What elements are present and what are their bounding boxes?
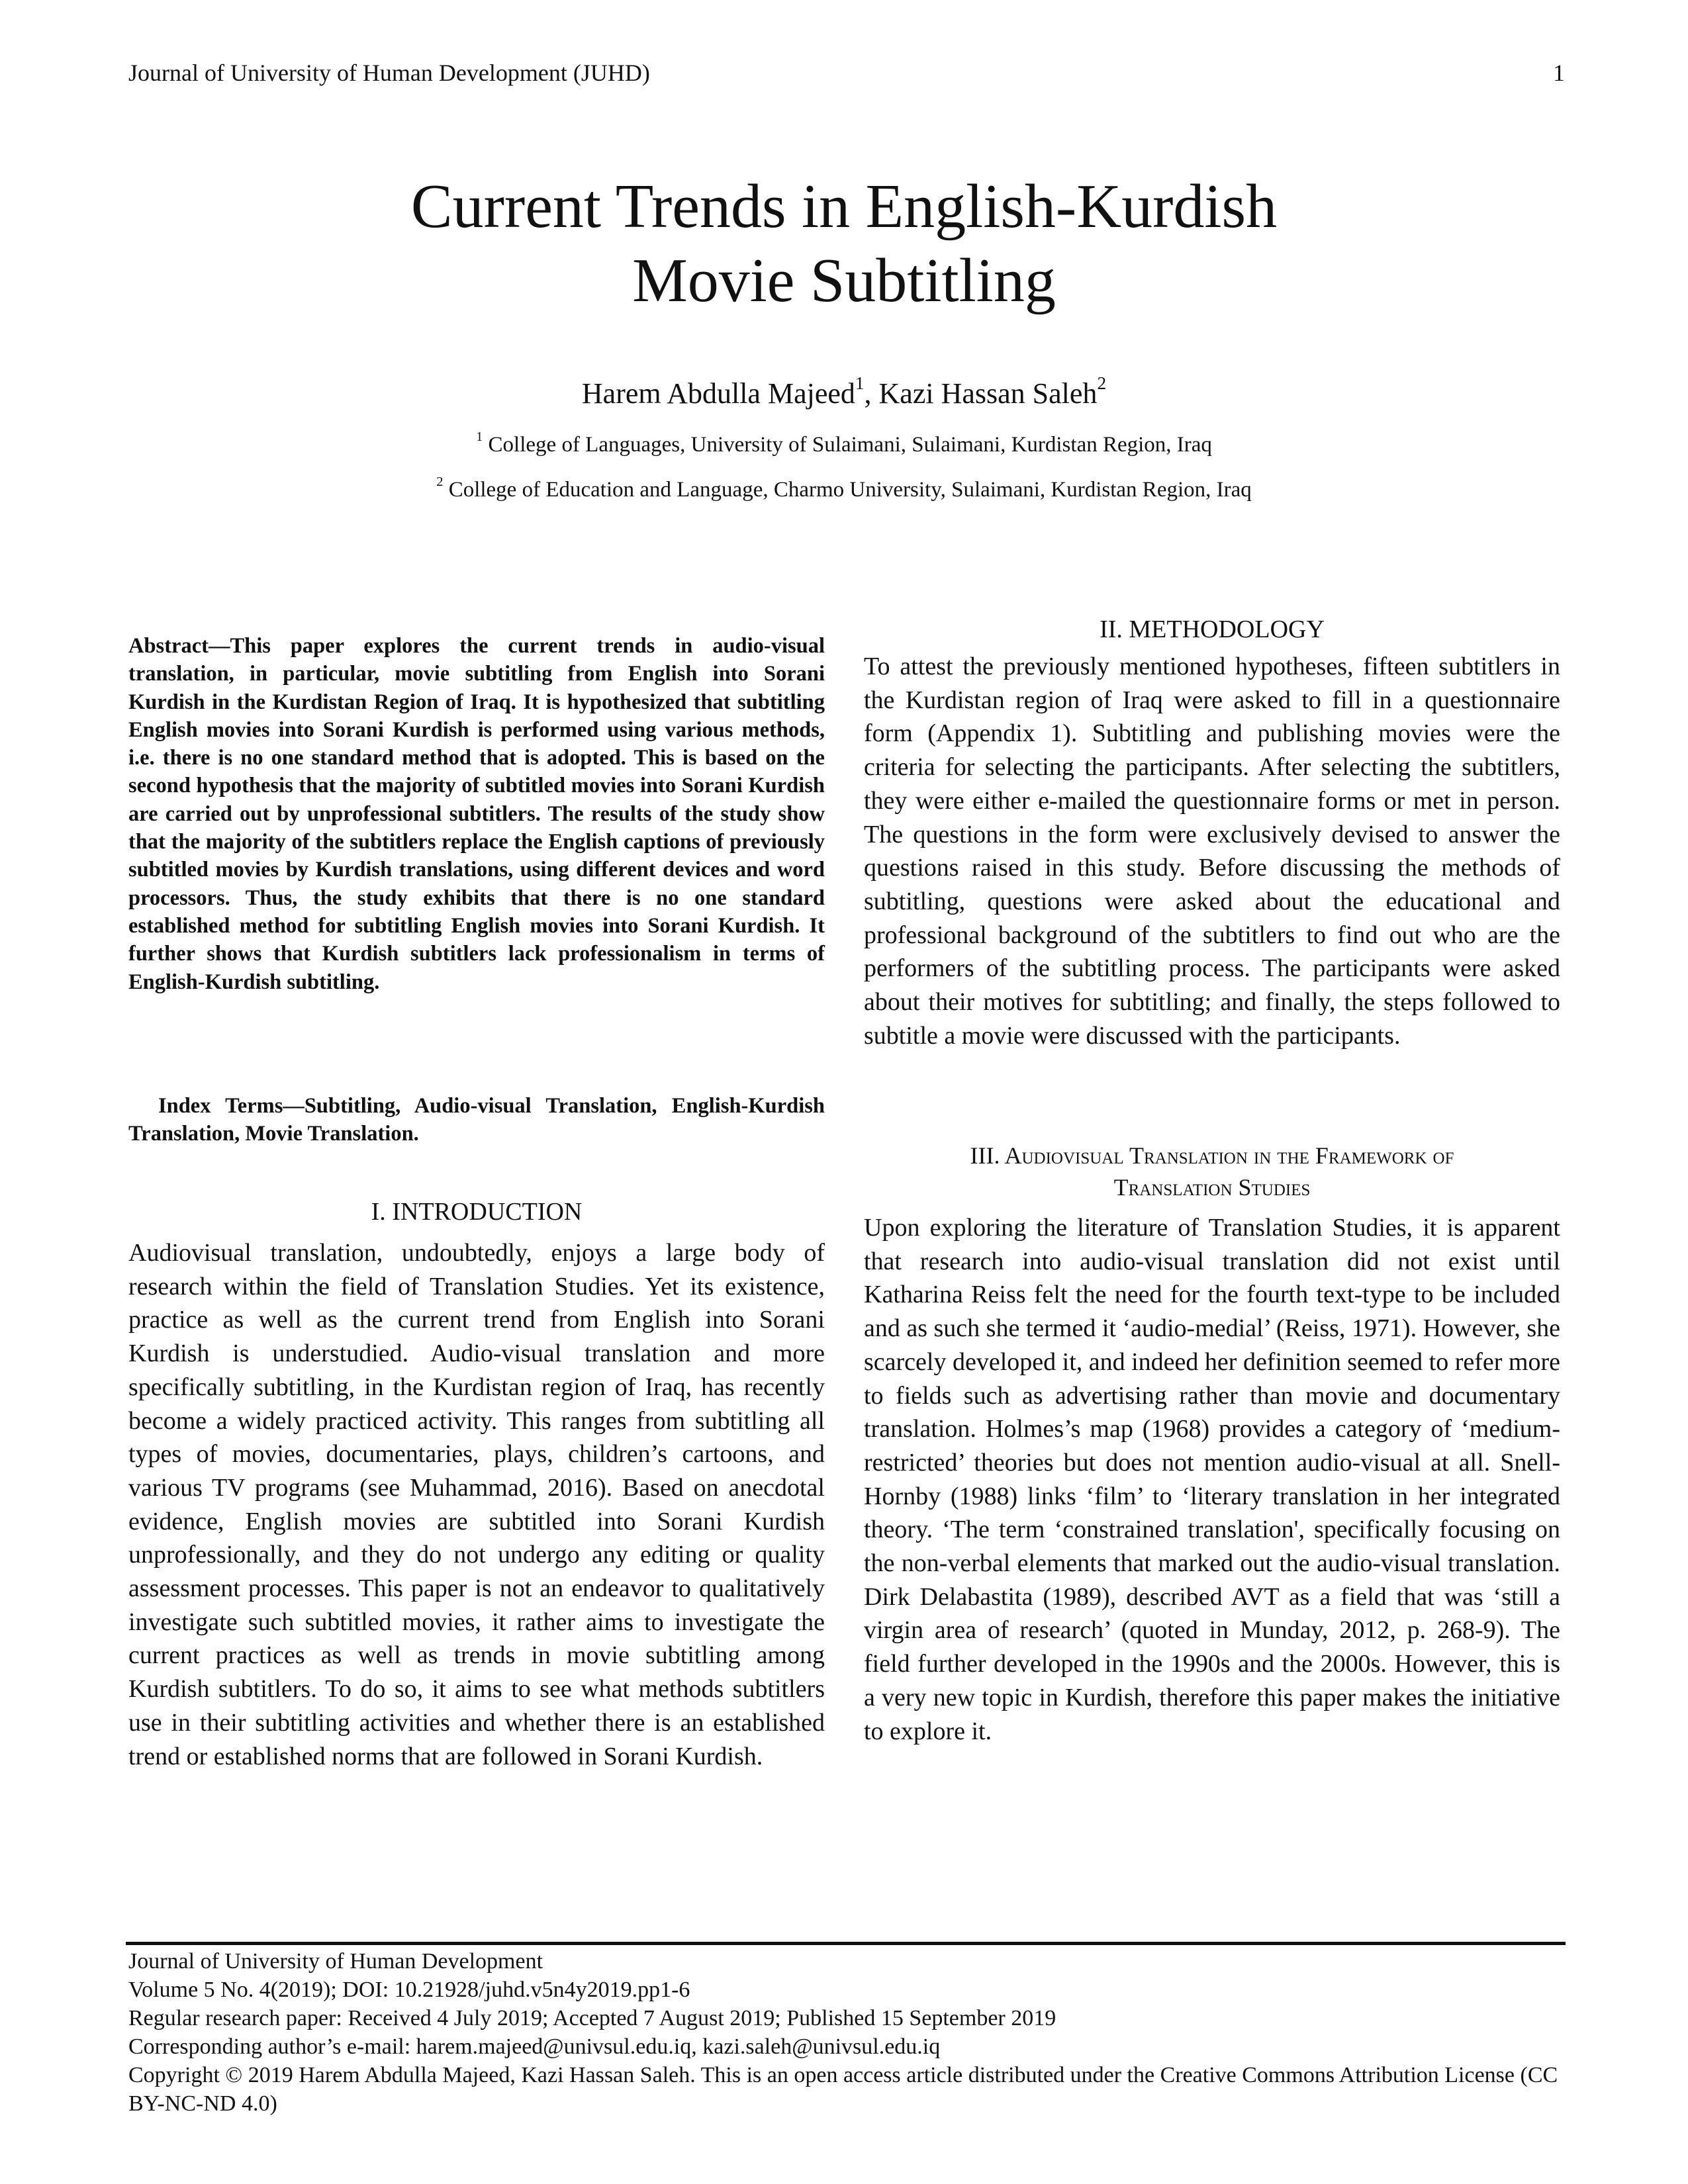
- footer-copyright: Copyright © 2019 Harem Abdulla Majeed, Kazi Hassan Saleh. This is an open access article distributed under the Creative Commons Attribution License (CC BY-NC-ND 4.0): [128, 2063, 1558, 2116]
- affiliation-2-text: College of Education and Language, Charmo University, Sulaimani, Kurdistan Region, Iraq: [443, 478, 1252, 502]
- introduction-heading: I. INTRODUCTION: [371, 1198, 583, 1226]
- author-2-affiliation-mark: 2: [1097, 373, 1107, 393]
- framework-text: Upon exploring the literature of Translation Studies, it is apparent that research into audio-visual translation did not exist until Katharina Reiss felt the need for the fourth text-type to be included and as such she termed it ‘audio-medial’ (Reiss, 1971). However, she scarcely developed it, and indeed her definition seemed to refer more to fields such as advertising rather than movie and documentary translation. Holmes’s map (1968) provides a category of ‘medium-restricted’ theories but does not mention audio-visual at all. Snell-Hornby (1988) links ‘film’ to ‘literary translation in her integrated theory. ‘The term ‘constrained translation', specifically focusing on the non-verbal elements that marked out the audio-visual translation. Dirk Delabastita (1989), described AVT as a field that was ‘still a virgin area of research’ (quoted in Munday, 2012, p. 268-9). The field further developed in the 1990s and the 2000s. However, this is a very new topic in Kurdish, therefore this paper makes the initiative to explore it.: [864, 1214, 1560, 1745]
- footer-journal: Journal of University of Human Development: [128, 1949, 543, 1974]
- running-head: [128, 58, 1565, 87]
- author-2: Kazi Hassan Saleh: [878, 377, 1098, 410]
- affiliation-2-mark: 2: [436, 474, 444, 489]
- footer-email: Corresponding author’s e-mail: harem.majeed@univsul.edu.iq, kazi.saleh@univsul.edu.iq: [128, 2034, 941, 2059]
- introduction-text: Audiovisual translation, undoubtedly, enjoys a large body of research within the field of Translation Studies. Yet its existence, practice as well as the current trend from English into Sorani Kurdish is understudied. Audio-visual translation and more specifically subtitling, in the Kurdistan region of Iraq, has recently become a widely practiced activity. This ranges from subtitling all types of movies, documentaries, plays, children’s cartoons, and various TV programs (see Muhammad, 2016). Based on anecdotal evidence, English movies are subtitled into Sorani Kurdish unprofessionally, and they do not undergo any editing or quality assessment processes. This paper is not an endeavor to qualitatively investigate such subtitled movies, it rather aims to investigate the current practices as well as trends in movie subtitling among Kurdish subtitlers. To do so, it aims to see what methods subtitlers use in their subtitling activities and whether there is an established trend or established norms that are followed in Sorani Kurdish.: [128, 1239, 825, 1770]
- paper-title: [0, 169, 1688, 318]
- abstract: Abstract—This paper explores the current trends in audio-visual translation, in particular, movie subtitling from English into Sorani Kurdish in the Kurdistan Region of Iraq. It is hypothesized that subtitling English movies into Sorani Kurdish is performed using various methods, i.e. there is no one standard method that is adopted. This is based on the second hypothesis that the majority of subtitled movies into Sorani Kurdish are carried out by unprofessional subtitlers. The results of the study show that the majority of the subtitlers replace the English captions of previously subtitled movies by Kurdish translations, using different devices and word processors. Thus, the study exhibits that there is no one standard established method for subtitling English movies into Sorani Kurdish. It further shows that Kurdish subtitlers lack professionalism in terms of English-Kurdish subtitling.: [128, 634, 825, 994]
- footer-volume-doi: Volume 5 No. 4(2019); DOI: 10.21928/juhd.v5n4y2019.pp1-6: [128, 1978, 690, 2002]
- author-1: Harem Abdulla Majeed: [581, 377, 855, 410]
- methodology-section: [864, 613, 1560, 1052]
- methodology-heading: II. METHODOLOGY: [1100, 615, 1325, 643]
- author-separator: ,: [864, 377, 879, 410]
- journal-name: Journal of University of Human Development (JUHD): [128, 60, 650, 86]
- footer-dates: Regular research paper: Received 4 July 2019; Accepted 7 August 2019; Published 15 September 2019: [128, 2006, 1056, 2030]
- affiliation-1: [0, 430, 1688, 459]
- author-list: [0, 373, 1688, 412]
- footer-divider: [126, 1942, 1566, 1945]
- framework-heading-line-2: Translation Studies: [1113, 1174, 1311, 1201]
- framework-section: [864, 1140, 1560, 1748]
- title-line-2: Movie Subtitling: [632, 246, 1056, 315]
- footer: [128, 1947, 1571, 2118]
- affiliation-1-text: College of Languages, University of Sulaimani, Sulaimani, Kurdistan Region, Iraq: [483, 433, 1212, 457]
- title-line-1: Current Trends in English-Kurdish: [410, 172, 1278, 241]
- affiliation-2: [0, 475, 1688, 504]
- framework-heading-line-1: III. Audiovisual Translation in the Framework of: [970, 1142, 1454, 1169]
- affiliation-1-mark: 1: [476, 429, 483, 444]
- introduction-section: [128, 1195, 825, 1773]
- page-number: 1: [1553, 60, 1565, 86]
- author-1-affiliation-mark: 1: [855, 373, 865, 393]
- methodology-text: To attest the previously mentioned hypotheses, fifteen subtitlers in the Kurdistan region of Iraq were asked to fill in a questionnaire form (Appendix 1). Subtitling and publishing movies were the criteria for selecting the participants. After selecting the subtitlers, they were either e-mailed the questionnaire forms or met in person. The questions in the form were exclusively devised to answer the questions raised in this study. Before discussing the methods of subtitling, questions were asked about the educational and professional background of the subtitlers to find out who are the performers of the subtitling process. The participants were asked about their motives for subtitling; and finally, the steps followed to subtitle a movie were discussed with the participants.: [864, 653, 1560, 1050]
- index-terms: Index Terms—Subtitling, Audio-visual Translation, English-Kurdish Translation, Movie Translation.: [128, 1094, 825, 1146]
